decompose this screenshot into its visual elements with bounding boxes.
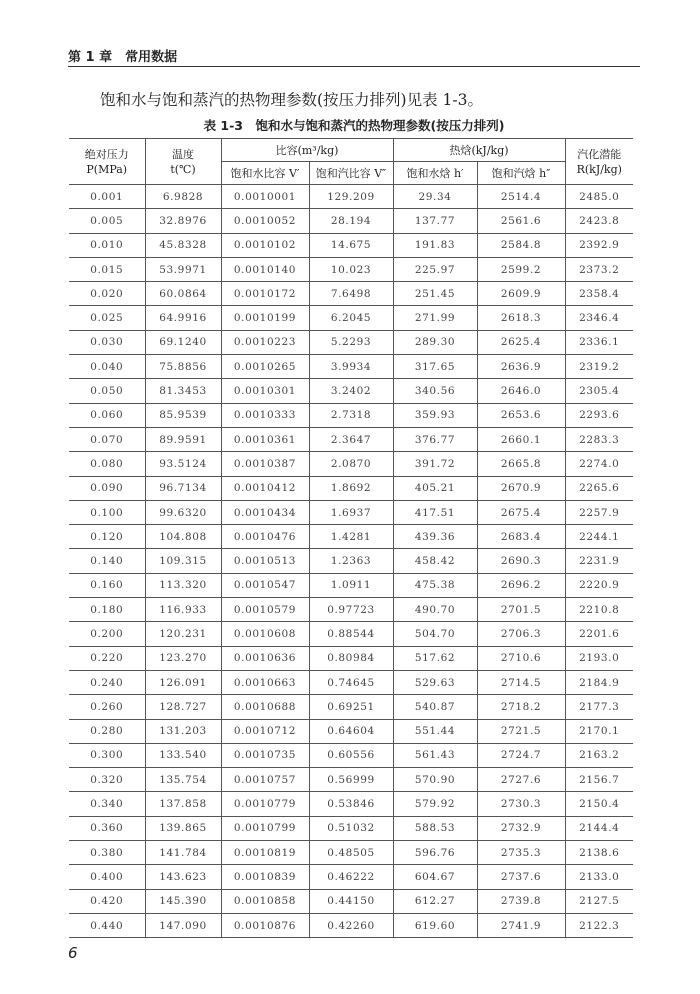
cell-h-water: 551.44 bbox=[393, 719, 477, 743]
cell-latent-heat: 2193.0 bbox=[565, 646, 633, 670]
page-number: 6 bbox=[68, 944, 78, 962]
cell-h-steam: 2670.9 bbox=[477, 476, 565, 500]
cell-temperature: 131.203 bbox=[145, 719, 221, 743]
saturated-steam-table bbox=[69, 138, 633, 938]
cell-temperature: 75.8856 bbox=[145, 355, 221, 379]
cell-latent-heat: 2336.1 bbox=[565, 330, 633, 354]
cell-latent-heat: 2274.0 bbox=[565, 452, 633, 476]
cell-h-steam: 2646.0 bbox=[477, 379, 565, 403]
cell-pressure: 0.340 bbox=[69, 792, 145, 816]
cell-h-water: 417.51 bbox=[393, 500, 477, 524]
cell-h-water: 191.83 bbox=[393, 233, 477, 257]
cell-h-steam: 2584.8 bbox=[477, 233, 565, 257]
cell-latent-heat: 2220.9 bbox=[565, 573, 633, 597]
cell-pressure: 0.260 bbox=[69, 695, 145, 719]
cell-h-steam: 2618.3 bbox=[477, 306, 565, 330]
cell-sv-water: 0.0010547 bbox=[221, 573, 309, 597]
cell-sv-water: 0.0010361 bbox=[221, 427, 309, 451]
table-container bbox=[69, 138, 633, 938]
table-row bbox=[69, 646, 633, 670]
cell-pressure: 0.200 bbox=[69, 622, 145, 646]
header-sv-steam: 饱和汽比容 V″ bbox=[309, 162, 393, 185]
table-row bbox=[69, 282, 633, 306]
cell-h-water: 317.65 bbox=[393, 355, 477, 379]
cell-sv-steam: 0.51032 bbox=[309, 816, 393, 840]
table-row bbox=[69, 452, 633, 476]
cell-sv-steam: 1.4281 bbox=[309, 525, 393, 549]
cell-h-water: 405.21 bbox=[393, 476, 477, 500]
cell-sv-water: 0.0010199 bbox=[221, 306, 309, 330]
cell-h-water: 579.92 bbox=[393, 792, 477, 816]
cell-sv-steam: 0.69251 bbox=[309, 695, 393, 719]
cell-h-water: 271.99 bbox=[393, 306, 477, 330]
cell-latent-heat: 2373.2 bbox=[565, 257, 633, 281]
table-row bbox=[69, 719, 633, 743]
cell-latent-heat: 2150.4 bbox=[565, 792, 633, 816]
cell-h-water: 570.90 bbox=[393, 768, 477, 792]
table-row bbox=[69, 670, 633, 694]
cell-h-steam: 2737.6 bbox=[477, 865, 565, 889]
cell-sv-steam: 0.64604 bbox=[309, 719, 393, 743]
cell-sv-water: 0.0010663 bbox=[221, 670, 309, 694]
table-row bbox=[69, 476, 633, 500]
cell-sv-steam: 14.675 bbox=[309, 233, 393, 257]
cell-h-water: 612.27 bbox=[393, 889, 477, 913]
cell-sv-water: 0.0010819 bbox=[221, 841, 309, 865]
cell-latent-heat: 2231.9 bbox=[565, 549, 633, 573]
cell-sv-water: 0.0010301 bbox=[221, 379, 309, 403]
cell-pressure: 0.090 bbox=[69, 476, 145, 500]
table-caption: 表 1-3 饱和水与饱和蒸汽的热物理参数(按压力排列) bbox=[203, 118, 505, 133]
header-specific-volume: 比容(m³/kg) bbox=[221, 139, 393, 162]
table-row bbox=[69, 403, 633, 427]
table-row bbox=[69, 816, 633, 840]
cell-sv-steam: 0.88544 bbox=[309, 622, 393, 646]
table-row bbox=[69, 257, 633, 281]
cell-sv-water: 0.0010839 bbox=[221, 865, 309, 889]
chapter-header: 第 1 章 常用数据 bbox=[68, 50, 178, 65]
cell-h-steam: 2730.3 bbox=[477, 792, 565, 816]
cell-pressure: 0.420 bbox=[69, 889, 145, 913]
cell-sv-water: 0.0010779 bbox=[221, 792, 309, 816]
cell-sv-steam: 0.80984 bbox=[309, 646, 393, 670]
cell-pressure: 0.070 bbox=[69, 427, 145, 451]
cell-pressure: 0.400 bbox=[69, 865, 145, 889]
cell-h-water: 529.63 bbox=[393, 670, 477, 694]
cell-h-water: 475.38 bbox=[393, 573, 477, 597]
cell-pressure: 0.040 bbox=[69, 355, 145, 379]
cell-sv-water: 0.0010001 bbox=[221, 185, 309, 209]
cell-sv-steam: 5.2293 bbox=[309, 330, 393, 354]
cell-temperature: 69.1240 bbox=[145, 330, 221, 354]
cell-sv-water: 0.0010799 bbox=[221, 816, 309, 840]
header-temperature bbox=[145, 139, 221, 185]
cell-pressure: 0.100 bbox=[69, 500, 145, 524]
cell-sv-steam: 1.8692 bbox=[309, 476, 393, 500]
header-pressure-line2: P(MPa) bbox=[86, 162, 128, 176]
cell-h-water: 29.34 bbox=[393, 185, 477, 209]
cell-h-water: 517.62 bbox=[393, 646, 477, 670]
cell-pressure: 0.360 bbox=[69, 816, 145, 840]
cell-sv-water: 0.0010688 bbox=[221, 695, 309, 719]
cell-sv-steam: 1.6937 bbox=[309, 500, 393, 524]
table-row bbox=[69, 743, 633, 767]
cell-pressure: 0.060 bbox=[69, 403, 145, 427]
table-row bbox=[69, 209, 633, 233]
cell-h-steam: 2735.3 bbox=[477, 841, 565, 865]
cell-pressure: 0.001 bbox=[69, 185, 145, 209]
cell-sv-steam: 0.60556 bbox=[309, 743, 393, 767]
cell-sv-steam: 0.53846 bbox=[309, 792, 393, 816]
cell-temperature: 6.9828 bbox=[145, 185, 221, 209]
cell-h-steam: 2625.4 bbox=[477, 330, 565, 354]
table-row bbox=[69, 913, 633, 937]
cell-h-steam: 2660.1 bbox=[477, 427, 565, 451]
cell-h-steam: 2514.4 bbox=[477, 185, 565, 209]
table-row bbox=[69, 622, 633, 646]
cell-latent-heat: 2293.6 bbox=[565, 403, 633, 427]
cell-pressure: 0.220 bbox=[69, 646, 145, 670]
cell-h-water: 596.76 bbox=[393, 841, 477, 865]
cell-temperature: 96.7134 bbox=[145, 476, 221, 500]
table-row bbox=[69, 889, 633, 913]
cell-h-steam: 2609.9 bbox=[477, 282, 565, 306]
cell-latent-heat: 2144.4 bbox=[565, 816, 633, 840]
cell-sv-steam: 0.46222 bbox=[309, 865, 393, 889]
cell-temperature: 104.808 bbox=[145, 525, 221, 549]
cell-h-water: 604.67 bbox=[393, 865, 477, 889]
cell-h-water: 137.77 bbox=[393, 209, 477, 233]
table-row bbox=[69, 306, 633, 330]
cell-h-steam: 2732.9 bbox=[477, 816, 565, 840]
cell-sv-steam: 10.023 bbox=[309, 257, 393, 281]
cell-h-steam: 2727.6 bbox=[477, 768, 565, 792]
cell-sv-steam: 0.56999 bbox=[309, 768, 393, 792]
header-enthalpy: 热焓(kJ/kg) bbox=[393, 139, 565, 162]
cell-temperature: 137.858 bbox=[145, 792, 221, 816]
header-pressure-line1: 绝对压力 bbox=[84, 147, 129, 161]
cell-temperature: 128.727 bbox=[145, 695, 221, 719]
cell-temperature: 139.865 bbox=[145, 816, 221, 840]
cell-temperature: 123.270 bbox=[145, 646, 221, 670]
cell-pressure: 0.300 bbox=[69, 743, 145, 767]
cell-pressure: 0.005 bbox=[69, 209, 145, 233]
cell-latent-heat: 2257.9 bbox=[565, 500, 633, 524]
table-row bbox=[69, 500, 633, 524]
cell-sv-water: 0.0010476 bbox=[221, 525, 309, 549]
header-latent-heat bbox=[565, 139, 633, 185]
cell-pressure: 0.080 bbox=[69, 452, 145, 476]
header-latent-line1: 汽化潜能 bbox=[577, 147, 622, 161]
cell-h-steam: 2721.5 bbox=[477, 719, 565, 743]
cell-sv-steam: 0.74645 bbox=[309, 670, 393, 694]
table-body bbox=[69, 185, 633, 938]
header-temperature-line1: 温度 bbox=[172, 147, 194, 161]
cell-sv-water: 0.0010102 bbox=[221, 233, 309, 257]
table-row bbox=[69, 768, 633, 792]
cell-h-water: 391.72 bbox=[393, 452, 477, 476]
cell-latent-heat: 2127.5 bbox=[565, 889, 633, 913]
cell-latent-heat: 2423.8 bbox=[565, 209, 633, 233]
cell-temperature: 64.9916 bbox=[145, 306, 221, 330]
cell-temperature: 145.390 bbox=[145, 889, 221, 913]
cell-h-water: 359.93 bbox=[393, 403, 477, 427]
header-sv-water: 饱和水比容 V′ bbox=[221, 162, 309, 185]
cell-h-water: 561.43 bbox=[393, 743, 477, 767]
cell-sv-steam: 3.2402 bbox=[309, 379, 393, 403]
cell-latent-heat: 2184.9 bbox=[565, 670, 633, 694]
cell-h-water: 439.36 bbox=[393, 525, 477, 549]
cell-pressure: 0.030 bbox=[69, 330, 145, 354]
cell-h-water: 376.77 bbox=[393, 427, 477, 451]
cell-sv-water: 0.0010265 bbox=[221, 355, 309, 379]
cell-pressure: 0.320 bbox=[69, 768, 145, 792]
cell-sv-water: 0.0010735 bbox=[221, 743, 309, 767]
cell-temperature: 126.091 bbox=[145, 670, 221, 694]
cell-sv-water: 0.0010876 bbox=[221, 913, 309, 937]
cell-temperature: 45.8328 bbox=[145, 233, 221, 257]
cell-sv-water: 0.0010579 bbox=[221, 598, 309, 622]
cell-pressure: 0.180 bbox=[69, 598, 145, 622]
cell-temperature: 109.315 bbox=[145, 549, 221, 573]
cell-latent-heat: 2156.7 bbox=[565, 768, 633, 792]
cell-latent-heat: 2244.1 bbox=[565, 525, 633, 549]
cell-temperature: 133.540 bbox=[145, 743, 221, 767]
cell-h-water: 225.97 bbox=[393, 257, 477, 281]
cell-pressure: 0.160 bbox=[69, 573, 145, 597]
cell-pressure: 0.380 bbox=[69, 841, 145, 865]
cell-sv-steam: 2.3647 bbox=[309, 427, 393, 451]
cell-sv-water: 0.0010172 bbox=[221, 282, 309, 306]
cell-latent-heat: 2201.6 bbox=[565, 622, 633, 646]
cell-latent-heat: 2177.3 bbox=[565, 695, 633, 719]
cell-temperature: 93.5124 bbox=[145, 452, 221, 476]
cell-latent-heat: 2163.2 bbox=[565, 743, 633, 767]
cell-sv-steam: 28.194 bbox=[309, 209, 393, 233]
table-row bbox=[69, 330, 633, 354]
cell-temperature: 120.231 bbox=[145, 622, 221, 646]
cell-sv-water: 0.0010333 bbox=[221, 403, 309, 427]
cell-latent-heat: 2392.9 bbox=[565, 233, 633, 257]
header-rule bbox=[68, 66, 640, 67]
cell-h-water: 289.30 bbox=[393, 330, 477, 354]
cell-latent-heat: 2319.2 bbox=[565, 355, 633, 379]
cell-h-steam: 2636.9 bbox=[477, 355, 565, 379]
cell-temperature: 143.623 bbox=[145, 865, 221, 889]
cell-h-steam: 2599.2 bbox=[477, 257, 565, 281]
cell-temperature: 89.9591 bbox=[145, 427, 221, 451]
cell-h-steam: 2675.4 bbox=[477, 500, 565, 524]
cell-h-steam: 2690.3 bbox=[477, 549, 565, 573]
cell-latent-heat: 2265.6 bbox=[565, 476, 633, 500]
cell-temperature: 99.6320 bbox=[145, 500, 221, 524]
table-row bbox=[69, 185, 633, 209]
cell-sv-steam: 0.42260 bbox=[309, 913, 393, 937]
cell-h-steam: 2741.9 bbox=[477, 913, 565, 937]
cell-sv-steam: 1.2363 bbox=[309, 549, 393, 573]
table-row bbox=[69, 355, 633, 379]
intro-paragraph: 饱和水与饱和蒸汽的热物理参数(按压力排列)见表 1-3。 bbox=[100, 91, 483, 109]
cell-sv-water: 0.0010858 bbox=[221, 889, 309, 913]
cell-sv-water: 0.0010636 bbox=[221, 646, 309, 670]
cell-sv-steam: 6.2045 bbox=[309, 306, 393, 330]
cell-temperature: 60.0864 bbox=[145, 282, 221, 306]
cell-latent-heat: 2170.1 bbox=[565, 719, 633, 743]
cell-h-water: 504.70 bbox=[393, 622, 477, 646]
cell-sv-water: 0.0010513 bbox=[221, 549, 309, 573]
cell-sv-water: 0.0010387 bbox=[221, 452, 309, 476]
table-row bbox=[69, 549, 633, 573]
cell-temperature: 81.3453 bbox=[145, 379, 221, 403]
cell-pressure: 0.010 bbox=[69, 233, 145, 257]
cell-h-water: 458.42 bbox=[393, 549, 477, 573]
cell-h-steam: 2710.6 bbox=[477, 646, 565, 670]
cell-pressure: 0.050 bbox=[69, 379, 145, 403]
cell-sv-steam: 2.0870 bbox=[309, 452, 393, 476]
cell-sv-water: 0.0010608 bbox=[221, 622, 309, 646]
header-h-water: 饱和水焓 h′ bbox=[393, 162, 477, 185]
cell-temperature: 53.9971 bbox=[145, 257, 221, 281]
cell-sv-water: 0.0010757 bbox=[221, 768, 309, 792]
cell-sv-steam: 129.209 bbox=[309, 185, 393, 209]
cell-latent-heat: 2122.3 bbox=[565, 913, 633, 937]
cell-sv-water: 0.0010223 bbox=[221, 330, 309, 354]
table-row bbox=[69, 792, 633, 816]
cell-h-water: 619.60 bbox=[393, 913, 477, 937]
cell-temperature: 113.320 bbox=[145, 573, 221, 597]
table-row bbox=[69, 379, 633, 403]
cell-sv-water: 0.0010434 bbox=[221, 500, 309, 524]
table-row bbox=[69, 598, 633, 622]
table-row bbox=[69, 695, 633, 719]
cell-pressure: 0.440 bbox=[69, 913, 145, 937]
header-temperature-line2: t(℃) bbox=[170, 162, 196, 176]
header-latent-line2: R(kJ/kg) bbox=[576, 162, 622, 176]
cell-h-water: 340.56 bbox=[393, 379, 477, 403]
cell-pressure: 0.140 bbox=[69, 549, 145, 573]
cell-latent-heat: 2210.8 bbox=[565, 598, 633, 622]
cell-temperature: 116.933 bbox=[145, 598, 221, 622]
cell-pressure: 0.280 bbox=[69, 719, 145, 743]
cell-temperature: 147.090 bbox=[145, 913, 221, 937]
table-row bbox=[69, 233, 633, 257]
cell-h-steam: 2706.3 bbox=[477, 622, 565, 646]
cell-h-steam: 2561.6 bbox=[477, 209, 565, 233]
table-row bbox=[69, 865, 633, 889]
cell-h-steam: 2701.5 bbox=[477, 598, 565, 622]
cell-pressure: 0.015 bbox=[69, 257, 145, 281]
cell-pressure: 0.240 bbox=[69, 670, 145, 694]
cell-latent-heat: 2283.3 bbox=[565, 427, 633, 451]
cell-latent-heat: 2485.0 bbox=[565, 185, 633, 209]
header-h-steam: 饱和汽焓 h″ bbox=[477, 162, 565, 185]
cell-h-water: 251.45 bbox=[393, 282, 477, 306]
cell-latent-heat: 2358.4 bbox=[565, 282, 633, 306]
cell-h-steam: 2714.5 bbox=[477, 670, 565, 694]
cell-h-water: 490.70 bbox=[393, 598, 477, 622]
cell-pressure: 0.020 bbox=[69, 282, 145, 306]
header-pressure bbox=[69, 139, 145, 185]
cell-h-steam: 2683.4 bbox=[477, 525, 565, 549]
cell-latent-heat: 2305.4 bbox=[565, 379, 633, 403]
cell-sv-water: 0.0010140 bbox=[221, 257, 309, 281]
cell-sv-steam: 7.6498 bbox=[309, 282, 393, 306]
table-row bbox=[69, 841, 633, 865]
cell-temperature: 32.8976 bbox=[145, 209, 221, 233]
cell-sv-steam: 0.48505 bbox=[309, 841, 393, 865]
cell-sv-steam: 0.44150 bbox=[309, 889, 393, 913]
cell-h-water: 588.53 bbox=[393, 816, 477, 840]
cell-h-steam: 2739.8 bbox=[477, 889, 565, 913]
cell-h-steam: 2665.8 bbox=[477, 452, 565, 476]
cell-sv-steam: 0.97723 bbox=[309, 598, 393, 622]
cell-sv-steam: 1.0911 bbox=[309, 573, 393, 597]
cell-sv-water: 0.0010052 bbox=[221, 209, 309, 233]
cell-pressure: 0.120 bbox=[69, 525, 145, 549]
table-row bbox=[69, 525, 633, 549]
cell-sv-water: 0.0010712 bbox=[221, 719, 309, 743]
cell-latent-heat: 2138.6 bbox=[565, 841, 633, 865]
cell-h-steam: 2724.7 bbox=[477, 743, 565, 767]
cell-h-steam: 2718.2 bbox=[477, 695, 565, 719]
cell-latent-heat: 2346.4 bbox=[565, 306, 633, 330]
table-row bbox=[69, 573, 633, 597]
cell-sv-water: 0.0010412 bbox=[221, 476, 309, 500]
cell-h-water: 540.87 bbox=[393, 695, 477, 719]
table-row bbox=[69, 427, 633, 451]
cell-pressure: 0.025 bbox=[69, 306, 145, 330]
cell-h-steam: 2653.6 bbox=[477, 403, 565, 427]
cell-temperature: 141.784 bbox=[145, 841, 221, 865]
cell-temperature: 85.9539 bbox=[145, 403, 221, 427]
cell-sv-steam: 2.7318 bbox=[309, 403, 393, 427]
cell-h-steam: 2696.2 bbox=[477, 573, 565, 597]
cell-sv-steam: 3.9934 bbox=[309, 355, 393, 379]
cell-latent-heat: 2133.0 bbox=[565, 865, 633, 889]
cell-temperature: 135.754 bbox=[145, 768, 221, 792]
